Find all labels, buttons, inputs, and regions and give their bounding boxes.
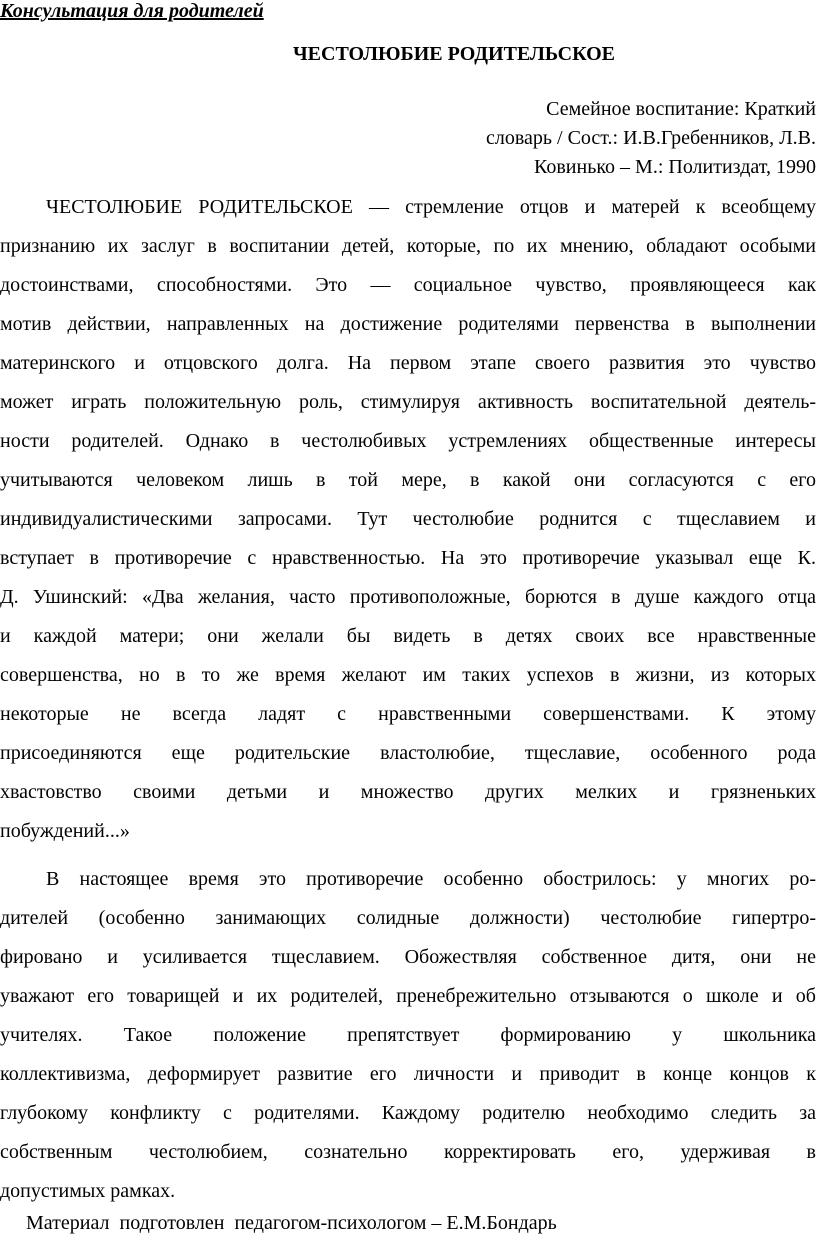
citation-line: Семейное воспитание: Краткий [546, 98, 816, 120]
paragraph-line: ЧЕСТОЛЮБИЕ РОДИТЕЛЬСКОЕ — стремление отцов и матерей к всеобщему [46, 196, 816, 218]
paragraph-line: глубокому конфликту с родителями. Каждому родителю необходимо следить за [0, 1102, 816, 1124]
paragraph-line: мотив действии, направленных на достижение родителями первенства в выполнении [0, 313, 816, 335]
document-title: ЧЕСТОЛЮБИЕ РОДИТЕЛЬСКОЕ [292, 43, 615, 65]
paragraph-line: хвастовство своими детьми и множество других мелких и грязненьких [0, 781, 816, 803]
citation-line: словарь / Сост.: И.В.Гребенников, Л.В. [485, 127, 816, 149]
paragraph-line: коллективизма, деформирует развитие его личности и приводит в конце концов к [0, 1063, 816, 1085]
paragraph-line: допустимых рамках. [0, 1180, 176, 1202]
citation-line: Ковинько – М.: Политиздат, 1990 [534, 156, 816, 178]
paragraph-line: дителей (особенно занимающих солидные должности) честолюбие гипертро- [0, 907, 816, 929]
paragraph-line: учитываются человеком лишь в той мере, в какой они согласуются с его [0, 469, 816, 491]
paragraph-line: и каждой матери; они желали бы видеть в детях своих все нравственные [0, 625, 816, 647]
paragraph-present-day [0, 860, 816, 1211]
paragraph-line: достоинствами, способностями. Это — социальное чувство, проявляющееся как [0, 274, 816, 296]
paragraph-line: индивидуалистическими запросами. Тут честолюбие роднится с тщеславием и [0, 508, 816, 530]
paragraph-line: некоторые не всегда ладят с нравственными совершенствами. К этому [0, 703, 816, 725]
paragraph-line: собственным честолюбием, сознательно корректировать его, удерживая в [0, 1141, 816, 1163]
paragraph-line: фировано и усиливается тщеславием. Обожествляя собственное дитя, они не [0, 946, 816, 968]
paragraph-line: вступает в противоречие с нравственностью. На это противоречие указывал еще К. [0, 547, 816, 569]
paragraph-line: признанию их заслуг в воспитании детей, которые, по их мнению, обладают особыми [0, 235, 816, 257]
footer-credit: Материал подготовлен педагогом-психологом – Е.М.Бондарь [26, 1212, 557, 1234]
paragraph-line: побуждений...» [0, 820, 130, 842]
paragraph-line: присоединяются еще родительские властолюбие, тщеславие, особенного рода [0, 742, 816, 764]
paragraph-line: Д. Ушинский: «Два желания, часто противоположные, борются в душе каждого отца [0, 586, 816, 608]
paragraph-line: ности родителей. Однако в честолюбивых устремлениях общественные интересы [0, 430, 816, 452]
paragraph-line: совершенства, но в то же время желают им таких успехов в жизни, из которых [0, 664, 816, 686]
paragraph-line: В настоящее время это противоречие особенно обострилось: у многих ро- [46, 868, 816, 890]
paragraph-definition [0, 188, 816, 851]
paragraph-line: уважают его товарищей и их родителей, пренебрежительно отзываются о школе и об [0, 985, 816, 1007]
paragraph-line: может играть положительную роль, стимулируя активность воспитательной деятель- [0, 391, 816, 413]
paragraph-line: учителях. Такое положение препятствует формированию у школьника [0, 1024, 816, 1046]
citation-block [396, 95, 816, 182]
header-label: Консультация для родителей [0, 0, 264, 22]
paragraph-line: материнского и отцовского долга. На первом этапе своего развития это чувство [0, 352, 816, 374]
